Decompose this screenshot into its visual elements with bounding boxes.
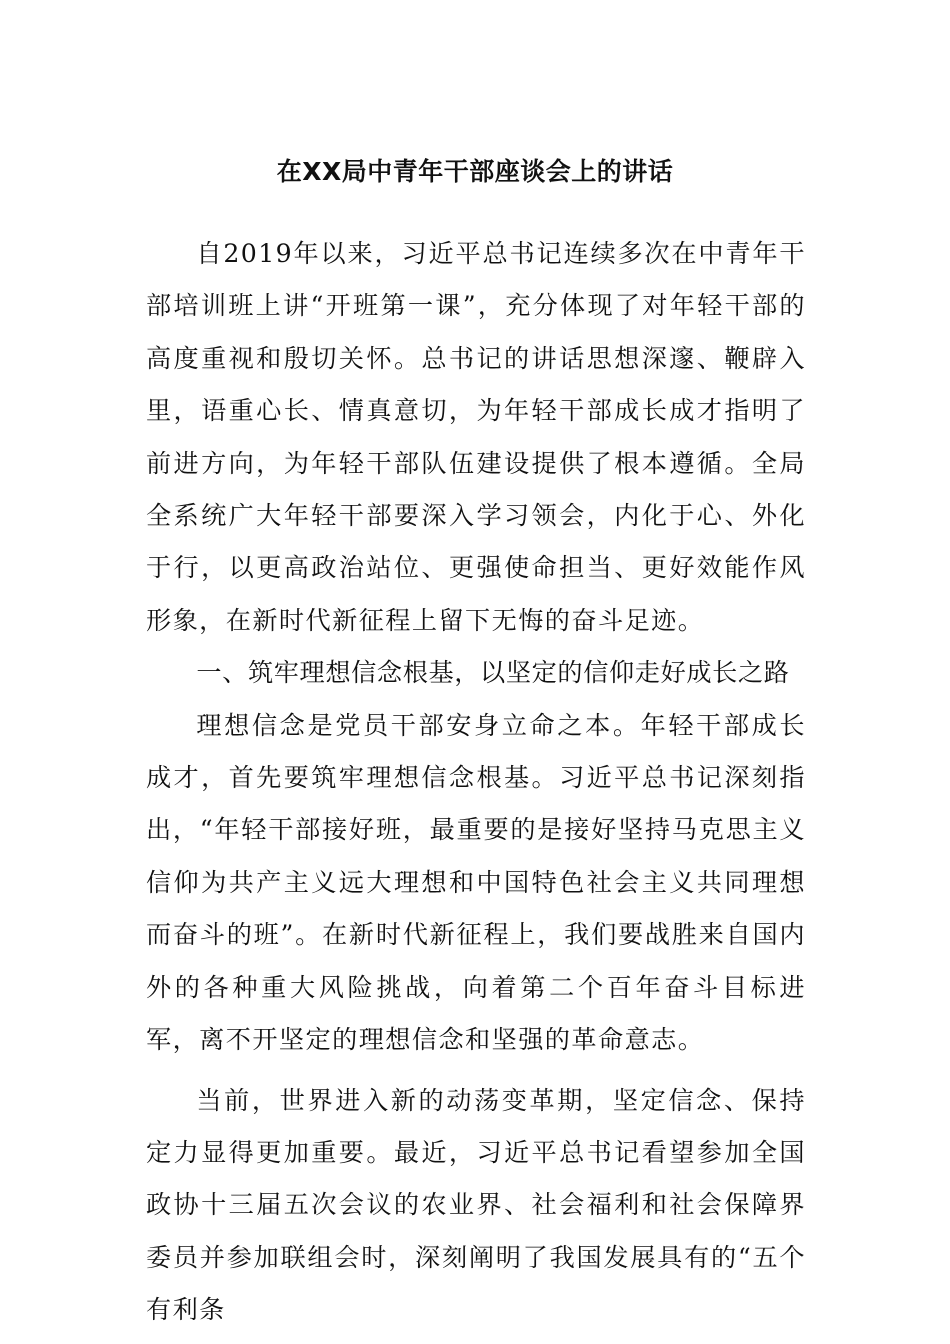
paragraph-current-situation: 当前，世界进入新的动荡变革期，坚定信念、保持定力显得更加重要。最近，习近平总书记看望参加全国政协十三届五次会议的农业界、社会福利和社会保障界委员并参加联组会时，深刻阐明了我国发展具有的“五个有利条 xyxy=(146,1085,806,1325)
document-body xyxy=(146,228,806,1337)
paragraph-intro: 自2019年以来，习近平总书记连续多次在中青年干部培训班上讲“开班第一课”，充分体现了对年轻干部的高度重视和殷切关怀。总书记的讲话思想深邃、鞭辟入里，语重心长、情真意切，为年轻干部成长成才指明了前进方向，为年轻干部队伍建设提供了根本遵循。全局全系统广大年轻干部要深入学习领会，内化于心、外化于行，以更高政治站位、更强使命担当、更好效能作风形象，在新时代新征程上留下无悔的奋斗足迹。 xyxy=(146,239,806,635)
section-heading-1: 一、筑牢理想信念根基，以坚定的信仰走好成长之路 xyxy=(196,658,790,688)
document-title: 在XX局中青年干部座谈会上的讲话 xyxy=(276,157,674,186)
paragraph-ideals: 理想信念是党员干部安身立命之本。年轻干部成长成才，首先要筑牢理想信念根基。习近平总书记深刻指出，“年轻干部接好班，最重要的是接好坚持马克思主义信仰为共产主义远大理想和中国特色社会主义共同理想而奋斗的班”。在新时代新征程上，我们要战胜来自国内外的各种重大风险挑战，向着第二个百年奋斗目标进军，离不开坚定的理想信念和坚强的革命意志。 xyxy=(146,710,806,1055)
